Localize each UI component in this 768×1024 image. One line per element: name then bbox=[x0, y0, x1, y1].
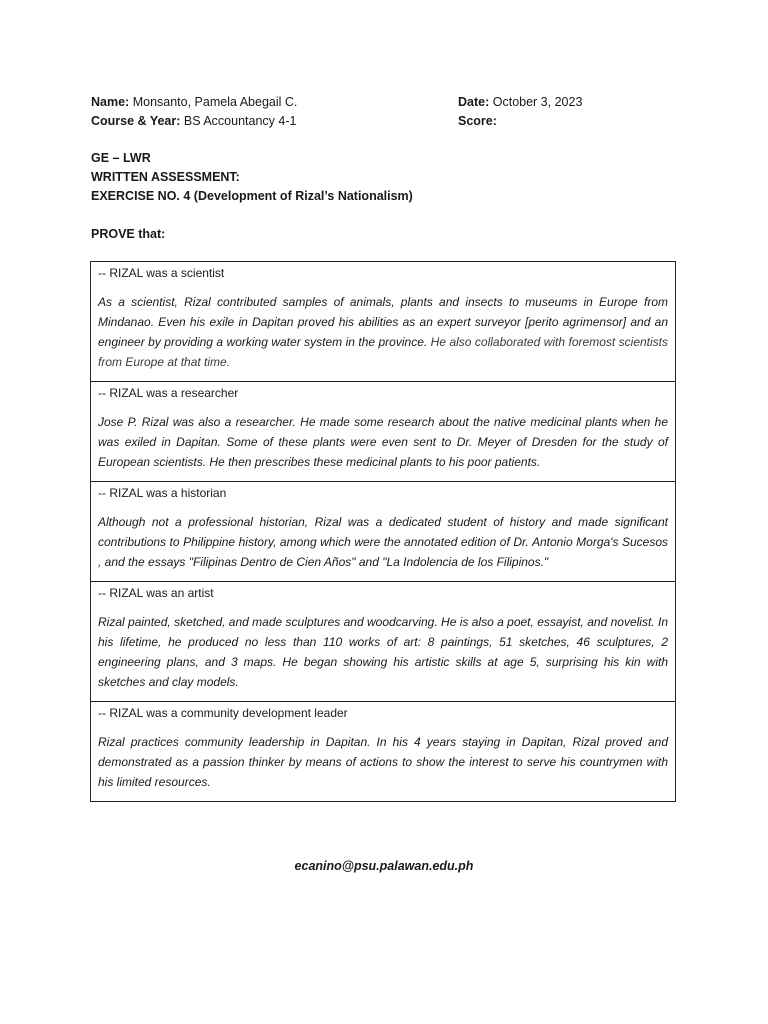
footer-email: ecanino@psu.palawan.edu.ph bbox=[294, 859, 474, 873]
section-scientist bbox=[91, 262, 675, 382]
course-value: BS Accountancy 4-1 bbox=[183, 114, 297, 128]
date-label: Date: bbox=[458, 95, 490, 109]
name-label: Name: bbox=[91, 95, 130, 109]
student-header bbox=[91, 93, 691, 131]
prove-heading: PROVE that: bbox=[91, 227, 166, 241]
section-body-text: Jose P. Rizal was also a researcher. He made some research about the native medicinal plants when he was exiled in Dapitan. Some of these plants were even sent to Dr. Meyer of Dresden for the study of European scientists. He then prescribes these medicinal plants to his poor patients. bbox=[98, 415, 668, 469]
section-body bbox=[98, 292, 668, 372]
assessment-titles bbox=[91, 149, 413, 206]
header-row-2 bbox=[91, 112, 691, 131]
name-field bbox=[91, 93, 458, 112]
section-body-text: Rizal practices community leadership in Dapitan. In his 4 years staying in Dapitan, Rizal proved and demonstrated as a passion thinker by means of actions to show the interest to serve his countrymen with his limited resources. bbox=[98, 735, 668, 789]
section-heading: -- RIZAL was a community development leader bbox=[98, 706, 348, 720]
header-row-1 bbox=[91, 93, 691, 112]
assessment-title: WRITTEN ASSESSMENT: bbox=[91, 170, 240, 184]
section-heading: -- RIZAL was a historian bbox=[98, 486, 227, 500]
section-body-text: As a scientist, Rizal contributed samples of animals, plants and insects to museums in Europe from Mindanao. Even his exile in Dapitan proved his abilities as an expert surveyor [perito agrimensor] and an engineer by providing a working water system in the province. bbox=[98, 295, 668, 349]
section-body bbox=[98, 732, 668, 792]
section-body bbox=[98, 612, 668, 692]
date-field bbox=[458, 93, 582, 112]
subject-title: GE – LWR bbox=[91, 151, 151, 165]
section-heading: -- RIZAL was a researcher bbox=[98, 386, 239, 400]
section-researcher bbox=[91, 382, 675, 482]
score-field bbox=[458, 112, 497, 131]
section-body-text: Rizal painted, sketched, and made sculptures and woodcarving. He is also a poet, essayist, and novelist. In his lifetime, he produced no less than 110 works of art: 8 paintings, 51 sketches, 46 sculptures, 2 engineering plans, and 3 maps. He began showing his artistic skills at age 5, surprising his kin with sketches and clay models. bbox=[98, 615, 668, 689]
section-community-leader bbox=[91, 702, 675, 801]
name-value: Monsanto, Pamela Abegail C. bbox=[132, 95, 298, 109]
date-value: October 3, 2023 bbox=[492, 95, 583, 109]
course-field bbox=[91, 112, 458, 131]
section-body bbox=[98, 412, 668, 472]
section-historian bbox=[91, 482, 675, 582]
section-body bbox=[98, 512, 668, 572]
section-heading: -- RIZAL was an artist bbox=[98, 586, 214, 600]
score-label: Score: bbox=[458, 114, 497, 128]
section-body-extra: He also collaborated with foremost scientists from Europe at that time. bbox=[98, 335, 668, 369]
section-artist bbox=[91, 582, 675, 702]
exercise-title: EXERCISE NO. 4 (Development of Rizal’s Nationalism) bbox=[91, 189, 413, 203]
section-body-text: Although not a professional historian, Rizal was a dedicated student of history and made significant contributions to Philippine history, among which were the annotated edition of Dr. Antonio Morga's Sucesos , and the essays "Filipinas Dentro de Cien Años" and "La Indolencia de los Filipinos." bbox=[98, 515, 668, 569]
section-heading: -- RIZAL was a scientist bbox=[98, 266, 225, 280]
answers-table bbox=[90, 261, 676, 802]
course-label: Course & Year: bbox=[91, 114, 181, 128]
